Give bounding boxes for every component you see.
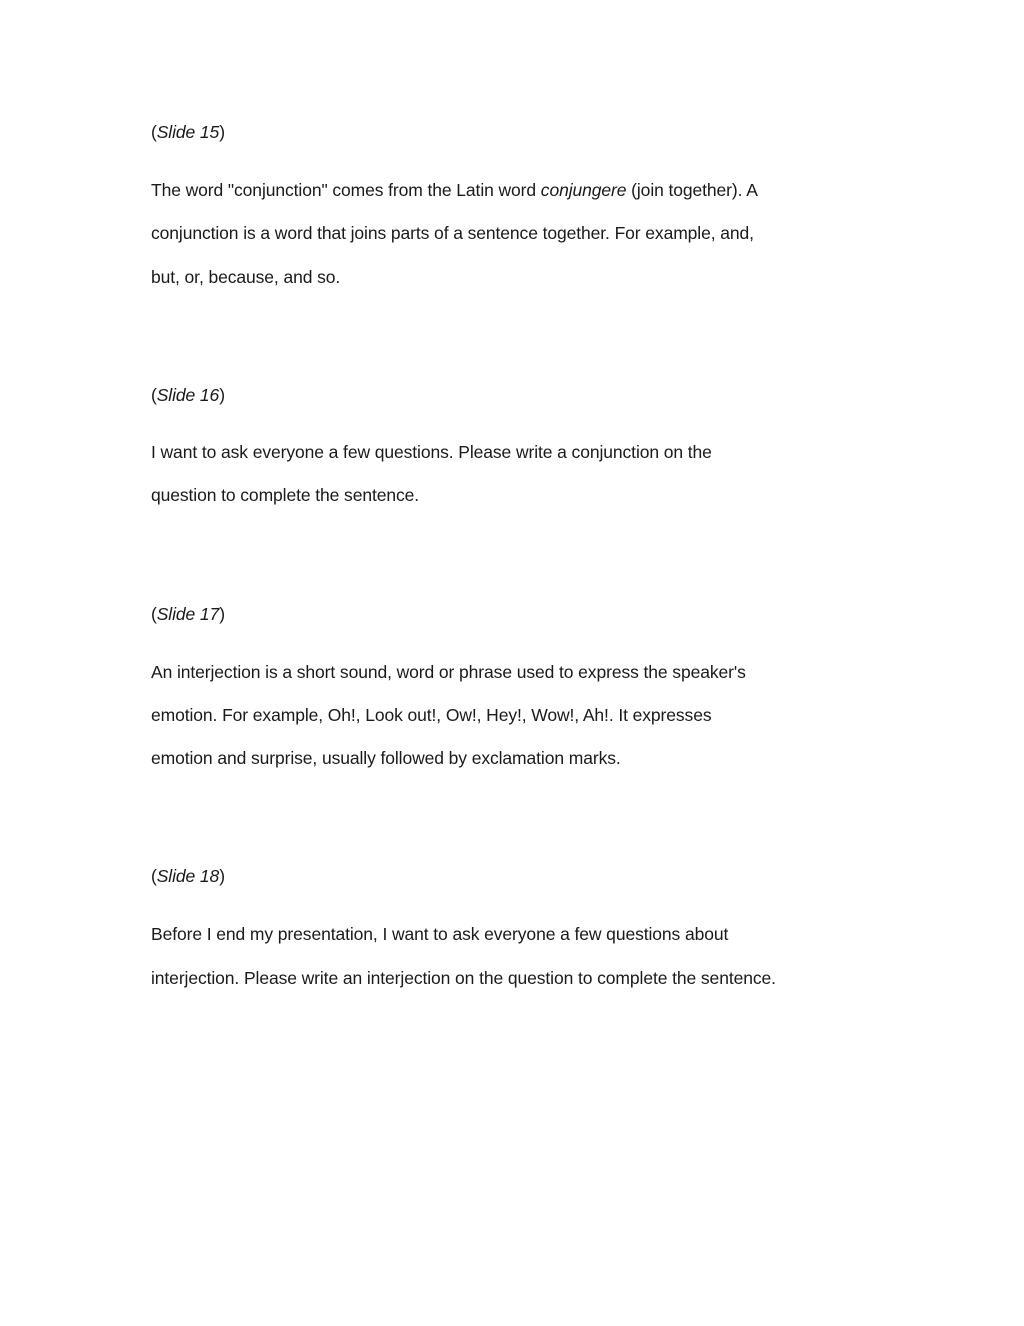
slide-label: Slide 16: [156, 385, 220, 405]
slide-heading: [151, 865, 225, 887]
slide-heading: [151, 384, 225, 406]
text-segment: (join together). A: [626, 180, 758, 200]
paren-open: (: [151, 866, 157, 886]
paragraph-line: conjunction is a word that joins parts of a sentence together. For example, and,: [151, 223, 754, 243]
paragraph-line: I want to ask everyone a few questions. Please write a conjunction on the: [151, 442, 712, 462]
slide-heading: [151, 121, 225, 143]
paren-close: ): [219, 385, 225, 405]
latin-term: conjungere: [540, 180, 627, 200]
paren-close: ): [219, 122, 225, 142]
slide-label: Slide 18: [156, 866, 220, 886]
paren-open: (: [151, 122, 157, 142]
slide-heading: [151, 603, 225, 625]
paren-open: (: [151, 385, 157, 405]
paragraph-line: but, or, because, and so.: [151, 267, 341, 287]
paragraph-line: interjection. Please write an interjection on the question to complete the sentence.: [151, 968, 776, 988]
paren-close: ): [219, 866, 225, 886]
paragraph-line: An interjection is a short sound, word or phrase used to express the speaker's: [151, 662, 746, 682]
text-segment: The word "conjunction" comes from the Latin word: [151, 180, 541, 200]
paragraph-line: emotion and surprise, usually followed by exclamation marks.: [151, 748, 621, 768]
paragraph-line: question to complete the sentence.: [151, 485, 420, 505]
slide-label: Slide 15: [156, 122, 220, 142]
paragraph-line: emotion. For example, Oh!, Look out!, Ow!, Hey!, Wow!, Ah!. It expresses: [151, 705, 712, 725]
slide-label: Slide 17: [156, 604, 220, 624]
paren-close: ): [219, 604, 225, 624]
paren-open: (: [151, 604, 157, 624]
paragraph-line: Before I end my presentation, I want to ask everyone a few questions about: [151, 924, 729, 944]
paragraph-line: [151, 179, 758, 201]
